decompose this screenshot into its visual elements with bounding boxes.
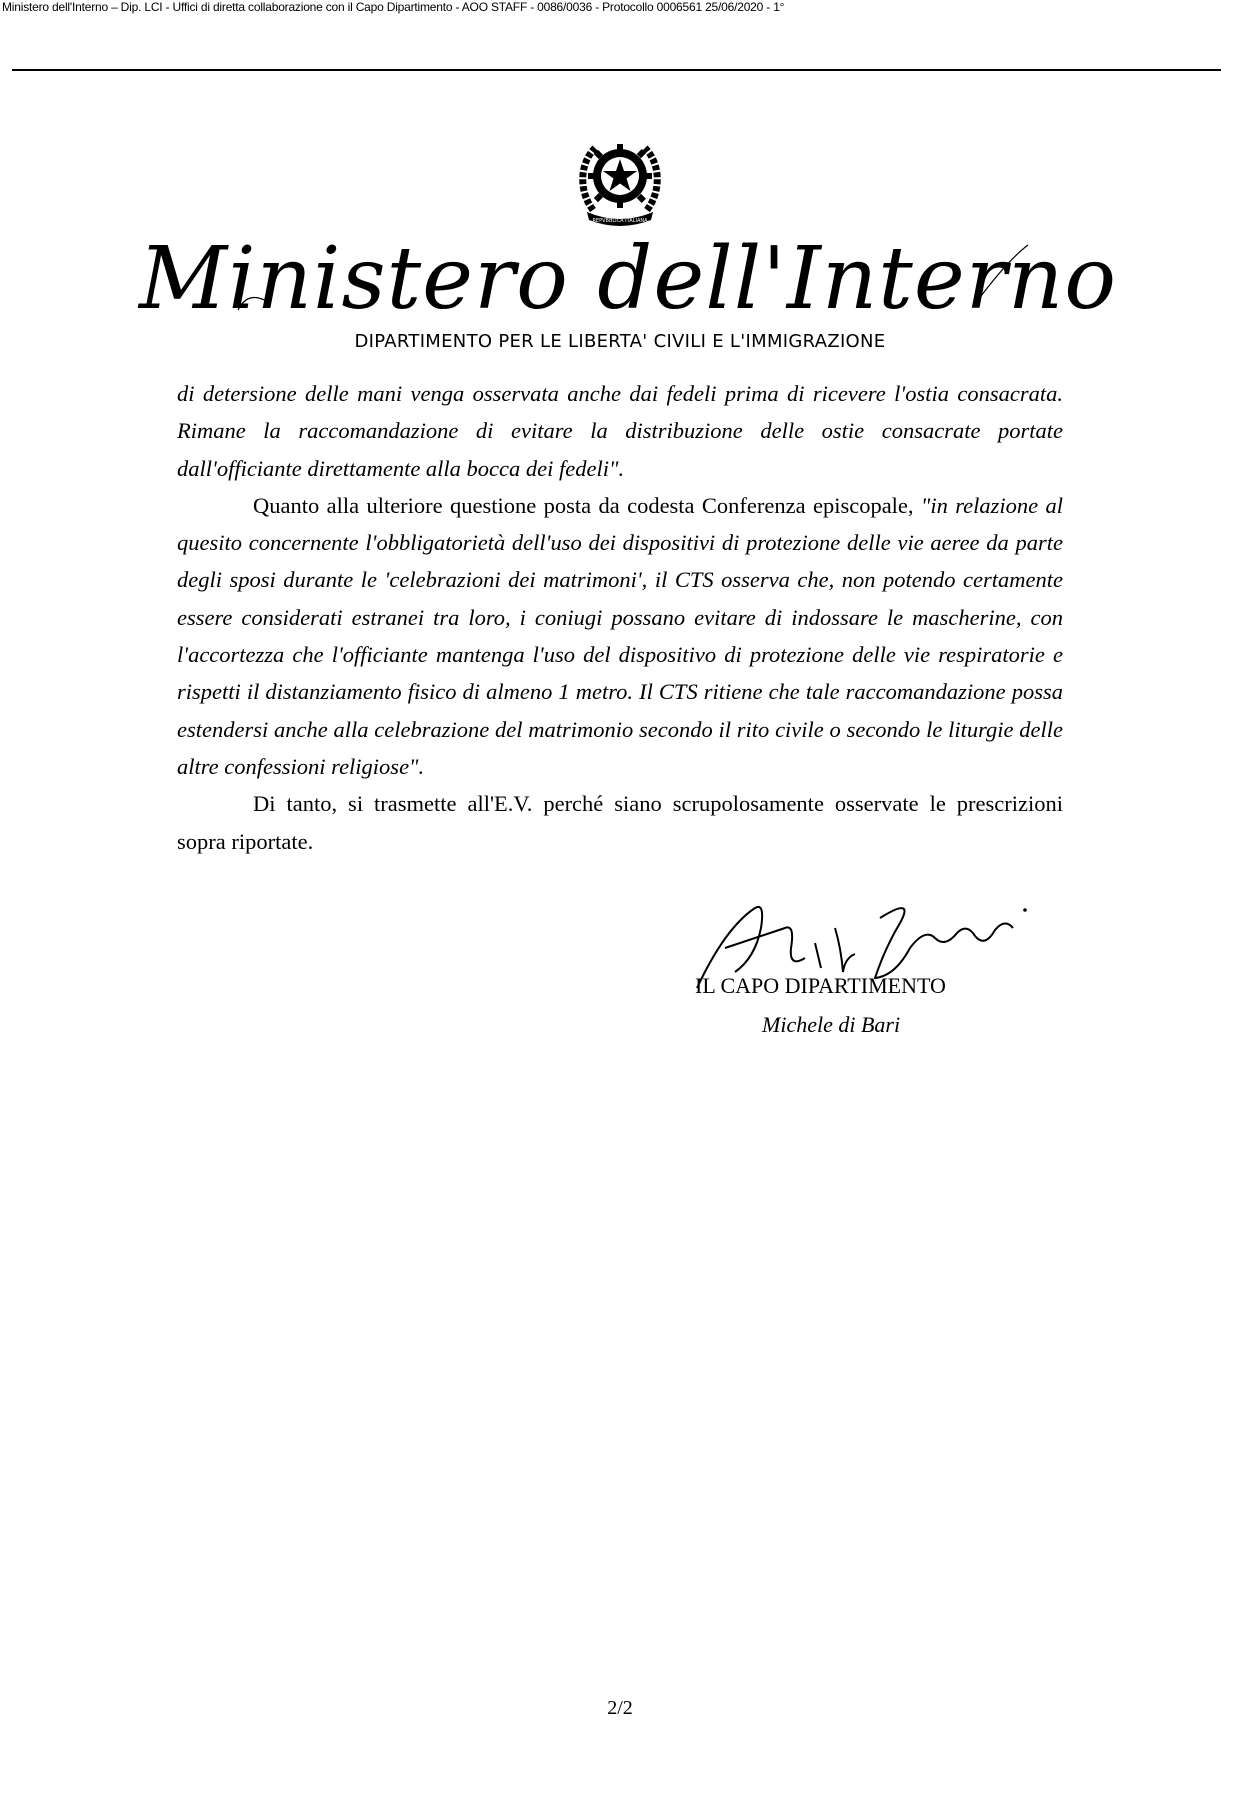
paragraph-2-quote: "in relazione al quesito concernente l'obbligatorietà dell'uso dei dispositivi di protezione delle vie aeree da parte degli sposi durante le 'celebrazioni dei matrimoni', il CTS osserva che, non potendo certamente essere considerati estranei tra loro, i coniugi possano evitare di indossare le mascherine, con l'accortezza che l'officiante mantenga l'uso del dispositivo di protezione delle vie respiratorie e rispetti il distanziamento fisico di almeno 1 metro. Il CTS ritiene che tale raccomandazione possa estendersi anche alla celebrazione del matrimonio secondo il rito civile o secondo le liturgie delle altre confessioni religiose".	[177, 492, 1064, 779]
header-divider	[12, 69, 1221, 71]
signatory-title: IL CAPO DIPARTIMENTO	[695, 973, 946, 998]
paragraph-1: di detersione delle mani venga osservata anche dai fedeli prima di ricevere l'ostia consacrata. Rimane la raccomandazione di evitare la distribuzione delle ostie consacrate portate dall'officiante direttamente alla bocca dei fedeli".	[177, 381, 1063, 481]
department-name: DIPARTIMENTO PER LE LIBERTA' CIVILI E L'IMMIGRAZIONE	[354, 331, 886, 352]
paragraph-2	[177, 487, 1063, 785]
ministry-name: Ministero dell'Interno	[139, 229, 1117, 329]
signatory-name: Michele di Bari	[762, 1012, 901, 1037]
letter-body	[177, 375, 1063, 860]
page-number: 2/2	[607, 1697, 633, 1719]
ministry-script-heading	[139, 229, 1117, 329]
svg-text:REPVBBLICA ITALIANA: REPVBBLICA ITALIANA	[592, 218, 648, 224]
italian-republic-emblem-icon	[573, 130, 667, 230]
paragraph-3: Di tanto, si trasmette all'E.V. perché siano scrupolosamente osservate le prescrizioni sopra riportate.	[177, 791, 1063, 854]
protocol-stamp: Ministero dell'Interno – Dip. LCI - Uffici di diretta collaborazione con il Capo Dipartimento - AOO STAFF - 0086/0036 - Protocollo 0006561 25/06/2020 - 1°	[2, 0, 785, 14]
paragraph-2-intro: Quanto alla ulteriore questione posta da codesta Conferenza episcopale,	[253, 492, 921, 518]
